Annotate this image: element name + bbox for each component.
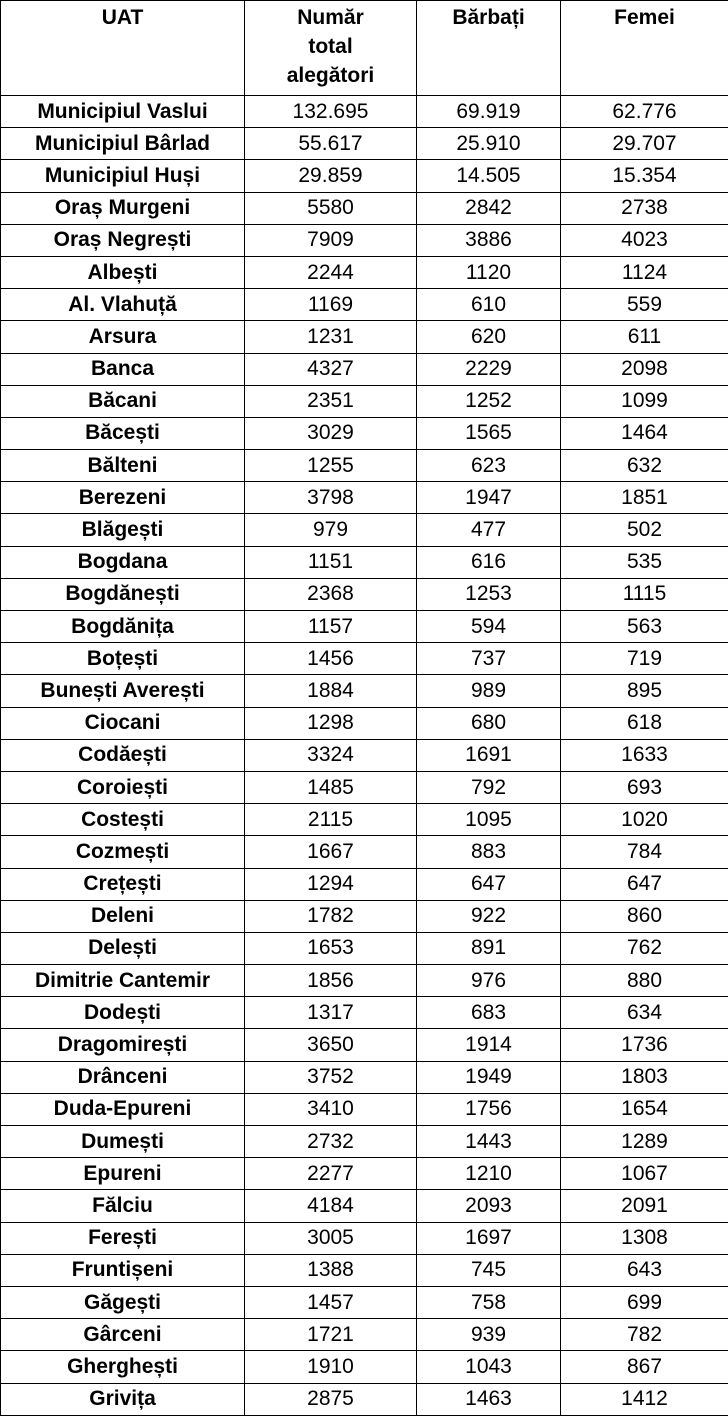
cell-barbati: 758 <box>417 1286 561 1318</box>
cell-uat: Băcești <box>1 417 245 449</box>
cell-barbati: 891 <box>417 932 561 964</box>
table-row <box>1 160 728 192</box>
cell-uat: Dumești <box>1 1126 245 1158</box>
cell-uat: Bunești Averești <box>1 675 245 707</box>
cell-total-voters: 3410 <box>245 1093 417 1125</box>
table-row <box>1 771 728 803</box>
table-row <box>1 675 728 707</box>
cell-femei: 611 <box>561 321 728 353</box>
cell-barbati: 3886 <box>417 224 561 256</box>
cell-total-voters: 1485 <box>245 771 417 803</box>
cell-total-voters: 2115 <box>245 804 417 836</box>
cell-femei: 1851 <box>561 482 728 514</box>
table-row <box>1 1126 728 1158</box>
cell-barbati: 69.919 <box>417 96 561 128</box>
header-femei: Femei <box>561 1 728 96</box>
cell-femei: 535 <box>561 546 728 578</box>
table-row <box>1 1029 728 1061</box>
cell-total-voters: 1294 <box>245 868 417 900</box>
table-row <box>1 417 728 449</box>
table-header <box>1 1 728 96</box>
cell-total-voters: 1910 <box>245 1351 417 1383</box>
cell-barbati: 745 <box>417 1254 561 1286</box>
cell-barbati: 647 <box>417 868 561 900</box>
cell-femei: 762 <box>561 932 728 964</box>
table-row <box>1 1190 728 1222</box>
header-barbati: Bărbați <box>417 1 561 96</box>
cell-total-voters: 3005 <box>245 1222 417 1254</box>
table-row <box>1 289 728 321</box>
cell-uat: Cozmești <box>1 836 245 868</box>
cell-barbati: 2229 <box>417 353 561 385</box>
cell-uat: Municipiul Huși <box>1 160 245 192</box>
table-row <box>1 321 728 353</box>
cell-barbati: 25.910 <box>417 128 561 160</box>
cell-uat: Fruntișeni <box>1 1254 245 1286</box>
cell-total-voters: 2244 <box>245 256 417 288</box>
table-row <box>1 932 728 964</box>
cell-uat: Dragomirești <box>1 1029 245 1061</box>
cell-uat: Găgești <box>1 1286 245 1318</box>
cell-total-voters: 1231 <box>245 321 417 353</box>
cell-uat: Băcani <box>1 385 245 417</box>
cell-barbati: 1252 <box>417 385 561 417</box>
cell-total-voters: 29.859 <box>245 160 417 192</box>
cell-total-voters: 979 <box>245 514 417 546</box>
cell-uat: Bălteni <box>1 450 245 482</box>
cell-total-voters: 1653 <box>245 932 417 964</box>
cell-uat: Municipiul Bârlad <box>1 128 245 160</box>
table-row <box>1 1351 728 1383</box>
table-row <box>1 578 728 610</box>
table-row <box>1 514 728 546</box>
cell-total-voters: 1667 <box>245 836 417 868</box>
cell-femei: 2738 <box>561 192 728 224</box>
table-row <box>1 900 728 932</box>
cell-total-voters: 2351 <box>245 385 417 417</box>
header-total-line: Număr <box>247 3 414 32</box>
cell-barbati: 620 <box>417 321 561 353</box>
cell-uat: Banca <box>1 353 245 385</box>
cell-uat: Codăești <box>1 739 245 771</box>
cell-femei: 1099 <box>561 385 728 417</box>
table-row <box>1 1093 728 1125</box>
cell-femei: 632 <box>561 450 728 482</box>
cell-barbati: 939 <box>417 1319 561 1351</box>
cell-barbati: 1120 <box>417 256 561 288</box>
cell-total-voters: 1169 <box>245 289 417 321</box>
cell-femei: 62.776 <box>561 96 728 128</box>
cell-barbati: 594 <box>417 611 561 643</box>
table-row <box>1 450 728 482</box>
cell-uat: Costești <box>1 804 245 836</box>
cell-total-voters: 1721 <box>245 1319 417 1351</box>
cell-femei: 880 <box>561 965 728 997</box>
cell-femei: 1633 <box>561 739 728 771</box>
table-row <box>1 1061 728 1093</box>
cell-total-voters: 1298 <box>245 707 417 739</box>
cell-femei: 895 <box>561 675 728 707</box>
cell-barbati: 1697 <box>417 1222 561 1254</box>
cell-uat: Ciocani <box>1 707 245 739</box>
cell-total-voters: 2732 <box>245 1126 417 1158</box>
cell-barbati: 922 <box>417 900 561 932</box>
header-total-voters <box>245 1 417 96</box>
cell-total-voters: 4327 <box>245 353 417 385</box>
table-row <box>1 1254 728 1286</box>
table-row <box>1 1286 728 1318</box>
cell-uat: Fălciu <box>1 1190 245 1222</box>
cell-total-voters: 3029 <box>245 417 417 449</box>
cell-barbati: 616 <box>417 546 561 578</box>
cell-femei: 1803 <box>561 1061 728 1093</box>
cell-femei: 782 <box>561 1319 728 1351</box>
table-row <box>1 804 728 836</box>
cell-femei: 784 <box>561 836 728 868</box>
cell-uat: Duda-Epureni <box>1 1093 245 1125</box>
cell-barbati: 976 <box>417 965 561 997</box>
cell-barbati: 1949 <box>417 1061 561 1093</box>
table-row <box>1 1222 728 1254</box>
cell-barbati: 2093 <box>417 1190 561 1222</box>
table-row <box>1 256 728 288</box>
cell-total-voters: 1884 <box>245 675 417 707</box>
cell-barbati: 1095 <box>417 804 561 836</box>
cell-barbati: 1914 <box>417 1029 561 1061</box>
table-row <box>1 546 728 578</box>
cell-barbati: 737 <box>417 643 561 675</box>
cell-femei: 1464 <box>561 417 728 449</box>
table-row <box>1 707 728 739</box>
cell-barbati: 989 <box>417 675 561 707</box>
cell-total-voters: 132.695 <box>245 96 417 128</box>
cell-total-voters: 3798 <box>245 482 417 514</box>
table-row <box>1 1319 728 1351</box>
cell-femei: 647 <box>561 868 728 900</box>
cell-femei: 1020 <box>561 804 728 836</box>
cell-uat: Delești <box>1 932 245 964</box>
cell-femei: 634 <box>561 997 728 1029</box>
table-row <box>1 1158 728 1190</box>
cell-femei: 1289 <box>561 1126 728 1158</box>
cell-barbati: 883 <box>417 836 561 868</box>
cell-barbati: 683 <box>417 997 561 1029</box>
cell-total-voters: 1157 <box>245 611 417 643</box>
cell-uat: Al. Vlahuță <box>1 289 245 321</box>
cell-femei: 559 <box>561 289 728 321</box>
cell-uat: Municipiul Vaslui <box>1 96 245 128</box>
cell-barbati: 1253 <box>417 578 561 610</box>
table-row <box>1 192 728 224</box>
cell-barbati: 1043 <box>417 1351 561 1383</box>
cell-femei: 719 <box>561 643 728 675</box>
table-row <box>1 353 728 385</box>
cell-uat: Drânceni <box>1 1061 245 1093</box>
cell-femei: 1115 <box>561 578 728 610</box>
cell-uat: Boțești <box>1 643 245 675</box>
cell-uat: Epureni <box>1 1158 245 1190</box>
table-row <box>1 739 728 771</box>
table-row <box>1 836 728 868</box>
table-body <box>1 96 728 1416</box>
cell-femei: 867 <box>561 1351 728 1383</box>
cell-total-voters: 4184 <box>245 1190 417 1222</box>
cell-femei: 15.354 <box>561 160 728 192</box>
cell-femei: 563 <box>561 611 728 643</box>
cell-total-voters: 2368 <box>245 578 417 610</box>
cell-barbati: 1463 <box>417 1383 561 1415</box>
cell-barbati: 477 <box>417 514 561 546</box>
cell-total-voters: 1457 <box>245 1286 417 1318</box>
cell-total-voters: 55.617 <box>245 128 417 160</box>
header-row <box>1 1 728 96</box>
cell-femei: 693 <box>561 771 728 803</box>
cell-uat: Bogdana <box>1 546 245 578</box>
table-row <box>1 482 728 514</box>
cell-uat: Oraș Murgeni <box>1 192 245 224</box>
cell-total-voters: 2875 <box>245 1383 417 1415</box>
cell-total-voters: 5580 <box>245 192 417 224</box>
table-row <box>1 1383 728 1415</box>
cell-total-voters: 1456 <box>245 643 417 675</box>
cell-uat: Coroiești <box>1 771 245 803</box>
cell-femei: 1067 <box>561 1158 728 1190</box>
table-row <box>1 128 728 160</box>
header-uat: UAT <box>1 1 245 96</box>
cell-total-voters: 1317 <box>245 997 417 1029</box>
cell-barbati: 14.505 <box>417 160 561 192</box>
header-total-line: total <box>247 32 414 61</box>
cell-femei: 860 <box>561 900 728 932</box>
cell-barbati: 623 <box>417 450 561 482</box>
cell-uat: Dodești <box>1 997 245 1029</box>
cell-femei: 618 <box>561 707 728 739</box>
cell-uat: Arsura <box>1 321 245 353</box>
cell-femei: 1736 <box>561 1029 728 1061</box>
cell-total-voters: 7909 <box>245 224 417 256</box>
cell-uat: Crețești <box>1 868 245 900</box>
cell-barbati: 1210 <box>417 1158 561 1190</box>
table-row <box>1 643 728 675</box>
cell-barbati: 1691 <box>417 739 561 771</box>
cell-femei: 1124 <box>561 256 728 288</box>
cell-femei: 4023 <box>561 224 728 256</box>
table-row <box>1 997 728 1029</box>
table-row <box>1 611 728 643</box>
cell-uat: Blăgești <box>1 514 245 546</box>
cell-uat: Berezeni <box>1 482 245 514</box>
cell-total-voters: 1388 <box>245 1254 417 1286</box>
cell-uat: Bogdănița <box>1 611 245 643</box>
table-row <box>1 385 728 417</box>
table-row <box>1 965 728 997</box>
cell-total-voters: 1782 <box>245 900 417 932</box>
cell-femei: 643 <box>561 1254 728 1286</box>
cell-barbati: 680 <box>417 707 561 739</box>
cell-total-voters: 1255 <box>245 450 417 482</box>
cell-barbati: 1443 <box>417 1126 561 1158</box>
cell-femei: 502 <box>561 514 728 546</box>
cell-uat: Grivița <box>1 1383 245 1415</box>
cell-uat: Albești <box>1 256 245 288</box>
cell-total-voters: 3650 <box>245 1029 417 1061</box>
cell-total-voters: 3324 <box>245 739 417 771</box>
cell-barbati: 610 <box>417 289 561 321</box>
cell-uat: Ferești <box>1 1222 245 1254</box>
cell-total-voters: 1856 <box>245 965 417 997</box>
cell-total-voters: 3752 <box>245 1061 417 1093</box>
cell-barbati: 1947 <box>417 482 561 514</box>
cell-femei: 699 <box>561 1286 728 1318</box>
cell-barbati: 1565 <box>417 417 561 449</box>
cell-femei: 1412 <box>561 1383 728 1415</box>
table-row <box>1 868 728 900</box>
cell-uat: Deleni <box>1 900 245 932</box>
header-total-line: alegători <box>247 61 414 90</box>
cell-femei: 29.707 <box>561 128 728 160</box>
cell-uat: Dimitrie Cantemir <box>1 965 245 997</box>
cell-femei: 2098 <box>561 353 728 385</box>
cell-femei: 1308 <box>561 1222 728 1254</box>
cell-femei: 2091 <box>561 1190 728 1222</box>
cell-uat: Gherghești <box>1 1351 245 1383</box>
cell-total-voters: 1151 <box>245 546 417 578</box>
cell-barbati: 792 <box>417 771 561 803</box>
table-row <box>1 224 728 256</box>
cell-barbati: 1756 <box>417 1093 561 1125</box>
cell-uat: Bogdănești <box>1 578 245 610</box>
cell-femei: 1654 <box>561 1093 728 1125</box>
table-row <box>1 96 728 128</box>
cell-uat: Gârceni <box>1 1319 245 1351</box>
cell-uat: Oraș Negrești <box>1 224 245 256</box>
cell-barbati: 2842 <box>417 192 561 224</box>
cell-total-voters: 2277 <box>245 1158 417 1190</box>
